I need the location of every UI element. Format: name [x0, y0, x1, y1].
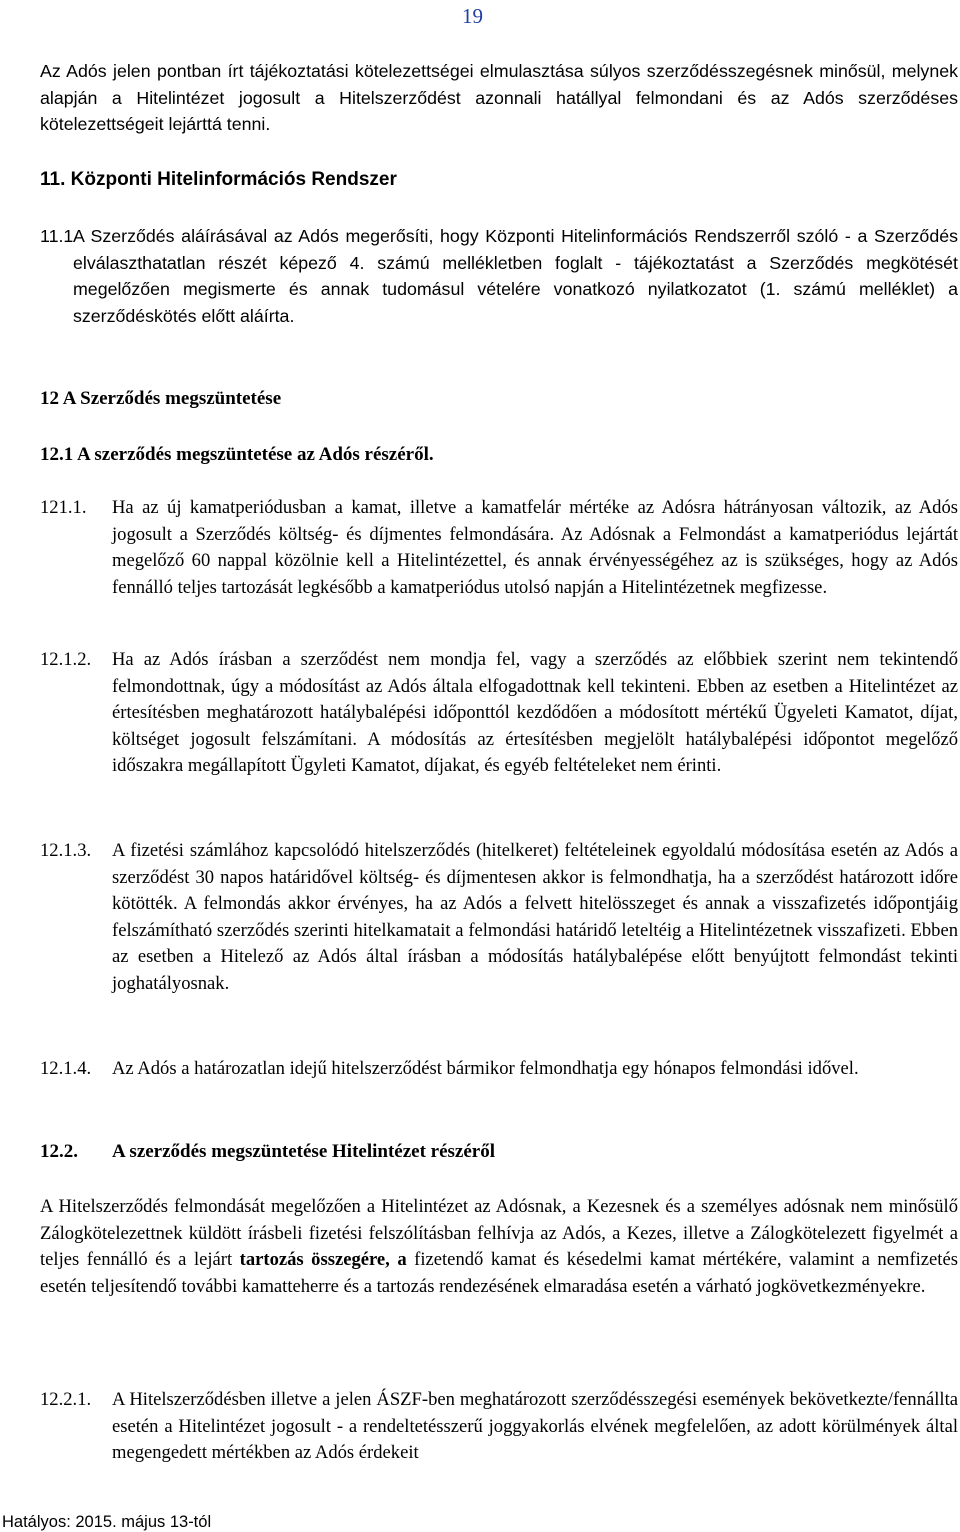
item-12-2-1-number: 12.2.1.	[40, 1389, 92, 1410]
section-12-1-heading: 12.1 A szerződés megszüntetése az Adós részéről.	[40, 444, 434, 465]
section-12-heading: 12 A Szerződés megszüntetése	[40, 388, 282, 409]
section-11-heading	[40, 167, 958, 193]
page-number: 19	[462, 4, 483, 28]
item-12-1-4-text: Az Adós a határozatlan idejű hitelszerződést bármikor felmondhatja egy hónapos felmondási idővel.	[112, 1058, 859, 1079]
item-12-2-1-text: A Hitelszerződésben illetve a jelen ÁSZF-ben meghatározott szerződésszegési események bekövetkezte/fennállta esetén a Hitelintézet jogosult - a rendeltetésszerű joggyakorlás elvének megfelelően, az adott körülmények által megengedett mértékben az Adós érdekeit	[112, 1389, 958, 1463]
item-12-1-2	[40, 647, 958, 780]
section-12-2-paragraph-end: fizetendő kamat és késedelmi kamat mértékére, valamint a nemfizetés esetén teljesítendő további kamatteherre és a tartozás rendezésének elmaradása esetén a várható jogkövetkezményekre.	[40, 1249, 958, 1297]
item-12-1-2-text: Ha az Adós írásban a szerződést nem mondja fel, vagy a szerződés az előbbiek szerint nem tekintendő felmondottnak, úgy a módosítást az Adós általa elfogadottnak kell tekinteni. Ebben az esetben a Hitelintézet az értesítésben meghatározott hatálybalépési időponttól kezdődően a módosított mértékű Ügyeleti Kamatot, díjat, költséget jogosult felszámítani. A módosítás az értesítésben megjelölt hatálybalépési időpontot megelőző időszakra megállapított Ügyleti Kamatot, díjakat, és egyéb feltételeket nem érinti.	[112, 649, 958, 776]
item-12-1-3-number: 12.1.3.	[40, 840, 92, 861]
item-12-1-2-number: 12.1.2.	[40, 649, 92, 670]
section-12-2-title: A szerződés megszüntetése Hitelintézet részéről	[112, 1141, 495, 1162]
item-12-1-1-number: 121.1.	[40, 497, 87, 518]
section-12-2-number: 12.2.	[40, 1141, 78, 1162]
item-11-1	[40, 223, 958, 329]
item-11-1-text: A Szerződés aláírásával az Adós megerősíti, hogy Központi Hitelinformációs Rendszerről szóló - a Szerződés elválaszthatatlan részét képező 4. számú mellékletben foglalt - tájékoztatást a Szerződés megkötését megelőzően megismerte és annak tudomásul vételére vonatkozó nyilatkozatot (1. számú melléklet) a szerződéskötés előtt aláírta.	[73, 226, 958, 326]
item-12-1-3-text: A fizetési számlához kapcsolódó hitelszerződés (hitelkeret) feltételeinek egyoldalú módosítása esetén az Adós a szerződést 30 napos határidővel költség- és díjmentesen akkor is felmondhatja, ha a szerződést határozott időre kötötték. A felmondás akkor érvényes, ha az Adós a felvett hitelösszeget és annak a visszafizetés időpontjáig felszámítható szerződés szerinti hitelkamatait a felmondási határidő leteltéig a Hitelintézetnek visszafizeti. Ebben az esetben a Hitelező az Adós által írásban a módosítás hatálybalépése előtt benyújtott felmondást tekinti joghatályosnak.	[112, 840, 958, 994]
footer-effective-date: Hatályos: 2015. május 13-tól	[2, 1513, 212, 1531]
section-12-2-heading	[40, 1139, 958, 1165]
item-12-1-4	[40, 1056, 958, 1083]
section-12-2-paragraph	[40, 1194, 958, 1300]
item-12-1-3	[40, 838, 958, 997]
item-12-2-1	[40, 1387, 958, 1467]
section-11-heading-text: 11. Központi Hitelinformációs Rendszer	[40, 169, 397, 190]
item-12-1-1-text: Ha az új kamatperiódusban a kamat, illetve a kamatfelár mértéke az Adósra hátrányosan változik, az Adós jogosult a Szerződés költség- és díjmentes felmondására. Az Adósnak a Felmondást a kamatperiódus lejártát megelőző 60 nappal közölnie kell a Hitelintézettel, és annak érvényességéhez az is szükséges, hogy az Adós fennálló teljes tartozását legkésőbb a kamatperiódus utolsó napján a Hitelintézetnek megfizesse.	[112, 497, 958, 598]
section-12-2-paragraph-bold: tartozás összegére, a	[239, 1249, 407, 1270]
item-11-1-number: 11.1	[40, 226, 74, 246]
item-12-1-1	[40, 495, 958, 601]
item-12-1-4-number: 12.1.4.	[40, 1058, 92, 1079]
section-12-2-paragraph-start: A Hitelszerződés felmondását megelőzően a Hitelintézet az Adósnak, a Kezesnek és a személyes adósnak nem minősülő Zálogkötelezettnek küldött írásbeli fizetési felszólításban felhívja az Adós, a Kezes, illetve a Zálogkötelezett figyelmét a teljes fennálló és a lejárt	[40, 1196, 958, 1270]
intro-paragraph: Az Adós jelen pontban írt tájékoztatási kötelezettségei elmulasztása súlyos szerződésszegésnek minősül, melynek alapján a Hitelintézet jogosult a Hitelszerződést azonnali hatállyal felmondani és az Adós szerződéses kötelezettségeit lejárttá tenni.	[40, 61, 958, 134]
